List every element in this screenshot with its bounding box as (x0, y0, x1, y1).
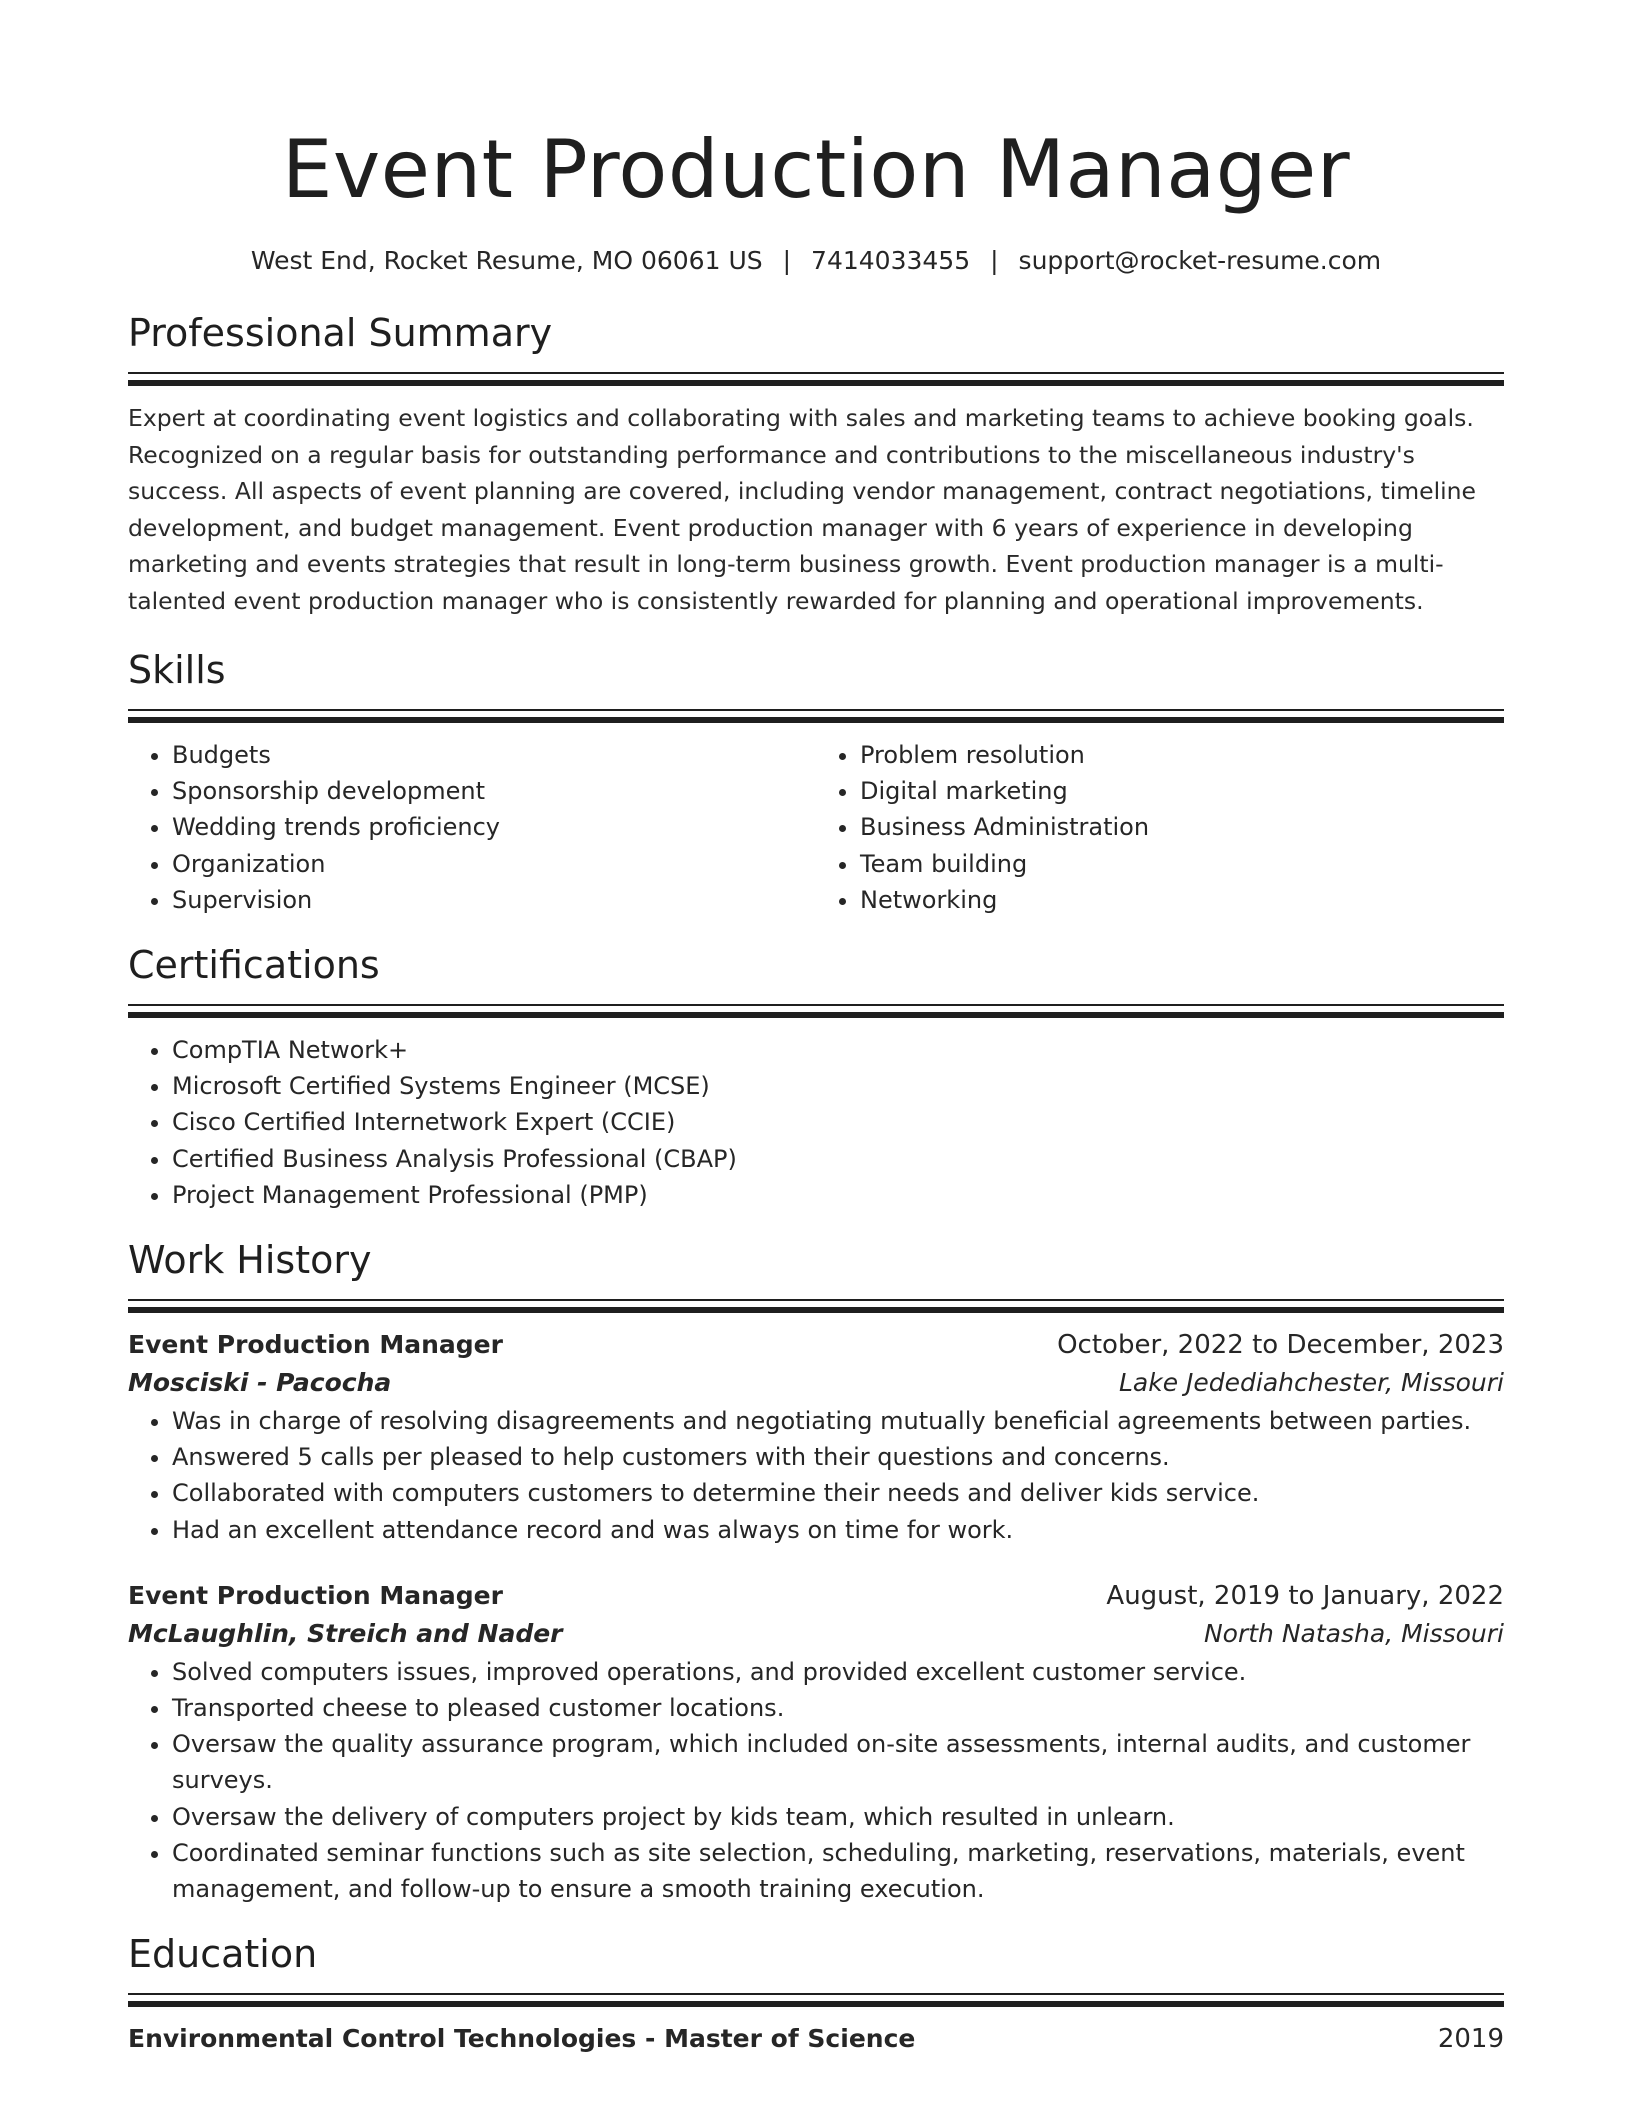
section-title-work-history: Work History (128, 1238, 372, 1283)
job-bullet: • Had an excellent attendance record and was always on time for work. (172, 1512, 1504, 1548)
resume-page (128, 0, 1504, 2057)
job-entry (128, 1578, 1504, 1907)
contact-line (128, 244, 1504, 278)
job-dates: August, 2019 to January, 2022 (1106, 1580, 1504, 1611)
job-company: McLaughlin, Streich and Nader (128, 1618, 563, 1648)
certification-item: • Microsoft Certified Systems Engineer (MCSE) (172, 1068, 1504, 1104)
job-bullet: • Was in charge of resolving disagreements and negotiating mutually beneficial agreements between parties. (172, 1403, 1504, 1439)
skill-item: • Digital marketing (860, 773, 1504, 809)
skill-item: • Sponsorship development (172, 773, 816, 809)
education-degree: Environmental Control Technologies - Master of Science (128, 2024, 916, 2054)
contact-address: West End, Rocket Resume, MO 06061 US (250, 246, 763, 275)
certification-item: • CompTIA Network+ (172, 1032, 1504, 1068)
summary-text: Expert at coordinating event logistics and collaborating with sales and marketing teams to achieve booking goals. Recognized on a regular basis for outstanding performance and contributions to the miscellaneous industry's success. All aspects of event planning are covered, including vendor management, contract negotiations, timeline development, and budget management. Event production manager with 6 years of experience in developing marketing and events strategies that result in long-term business growth. Event production manager is a multi-talented event production manager who is consistently rewarded for planning and operational improvements. (128, 404, 1477, 615)
job-bullets (128, 1403, 1504, 1548)
skill-item: • Networking (860, 882, 1504, 918)
skills-list-right (816, 737, 1504, 918)
section-divider (128, 1299, 1504, 1313)
contact-email: support@rocket-resume.com (1018, 246, 1382, 275)
section-title-summary: Professional Summary (128, 311, 553, 355)
contact-phone: 7414033455 (811, 246, 971, 275)
job-subheader (128, 1363, 1504, 1403)
certification-item: • Cisco Certified Internetwork Expert (CCIE) (172, 1104, 1504, 1140)
job-bullet: • Solved computers issues, improved operations, and provided excellent customer service. (172, 1654, 1504, 1690)
education-section (128, 1929, 1504, 2057)
job-dates: October, 2022 to December, 2023 (1057, 1330, 1504, 1361)
skills-section (128, 645, 1504, 918)
skills-grid (128, 737, 1504, 918)
skill-item: • Team building (860, 846, 1504, 882)
skill-item: • Supervision (172, 882, 816, 918)
skills-list-left (128, 737, 816, 918)
section-divider (128, 1993, 1504, 2007)
education-entry (128, 2021, 1504, 2057)
skill-item: • Wedding trends proficiency (172, 809, 816, 845)
job-subheader (128, 1614, 1504, 1654)
contact-separator: | (990, 246, 999, 275)
job-header (128, 1578, 1504, 1614)
skill-item: • Budgets (172, 737, 816, 773)
section-divider (128, 372, 1504, 386)
section-title-skills: Skills (128, 648, 226, 692)
job-location: Lake Jedediahchester, Missouri (1118, 1368, 1504, 1398)
summary-section (128, 308, 1504, 619)
certification-item: • Project Management Professional (PMP) (172, 1177, 1504, 1213)
section-divider (128, 709, 1504, 723)
resume-name: Event Production Manager (281, 123, 1351, 216)
skill-item: • Problem resolution (860, 737, 1504, 773)
section-divider (128, 1004, 1504, 1018)
education-year: 2019 (1437, 2024, 1504, 2055)
job-title: Event Production Manager (128, 1330, 503, 1360)
job-title: Event Production Manager (128, 1580, 503, 1610)
skill-item: • Business Administration (860, 809, 1504, 845)
job-header (128, 1327, 1504, 1363)
job-bullet: • Collaborated with computers customers to determine their needs and deliver kids service. (172, 1475, 1504, 1511)
job-bullet: • Transported cheese to pleased customer locations. (172, 1690, 1504, 1726)
job-bullet: • Answered 5 calls per pleased to help customers with their questions and concerns. (172, 1439, 1504, 1475)
certifications-section (128, 940, 1504, 1213)
job-company: Mosciski - Pacocha (128, 1368, 392, 1398)
job-bullet: • Oversaw the delivery of computers project by kids team, which resulted in unlearn. (172, 1799, 1504, 1835)
section-title-certifications: Certifications (128, 943, 380, 988)
certifications-list (128, 1032, 1504, 1213)
work-history-section (128, 1235, 1504, 1907)
section-title-education: Education (128, 1932, 318, 1977)
certification-item: • Certified Business Analysis Professional (CBAP) (172, 1141, 1504, 1177)
job-location: North Natasha, Missouri (1203, 1618, 1504, 1648)
skill-item: • Organization (172, 846, 816, 882)
job-bullets (128, 1654, 1504, 1907)
job-entry (128, 1327, 1504, 1548)
contact-separator: | (782, 246, 792, 275)
job-bullet: • Oversaw the quality assurance program, which included on-site assessments, internal audits, and customer surveys. (172, 1726, 1504, 1798)
job-bullet: • Coordinated seminar functions such as site selection, scheduling, marketing, reservations, materials, event management, and follow-up to ensure a smooth training execution. (172, 1835, 1504, 1907)
